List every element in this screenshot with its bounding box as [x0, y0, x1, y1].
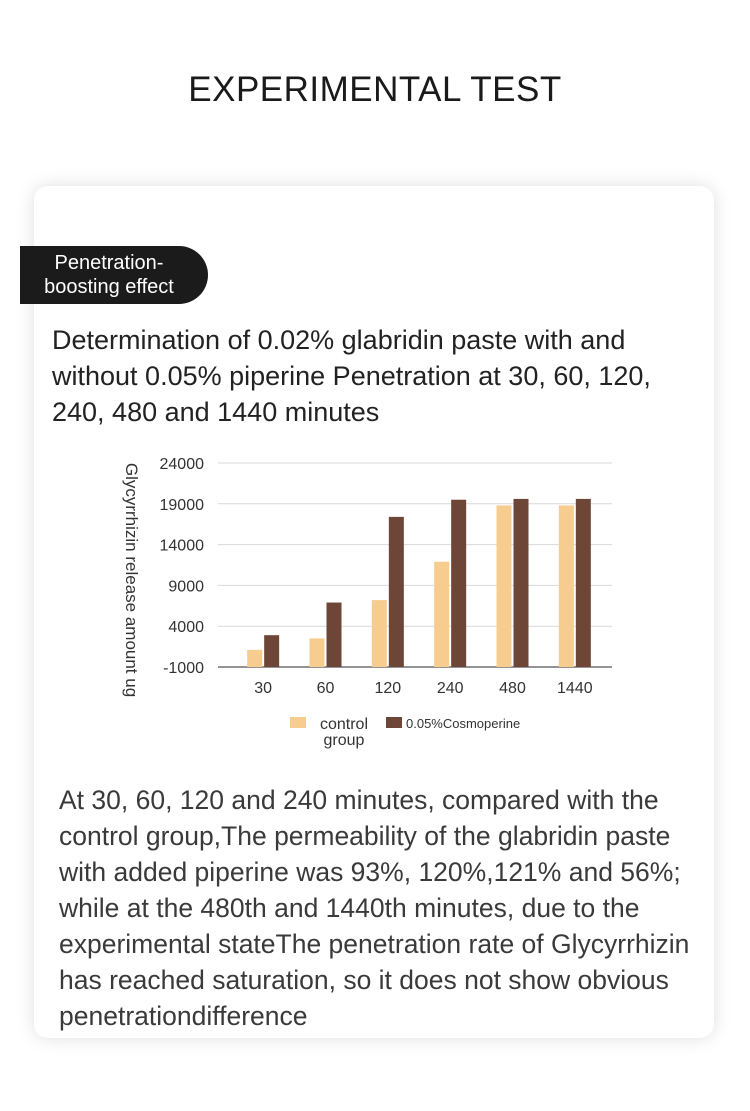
x-tick-label: 1440	[557, 680, 593, 697]
bar-cosmoperine	[327, 603, 342, 667]
x-tick-label: 120	[374, 680, 402, 697]
y-tick-label: 19000	[159, 496, 204, 514]
bar-cosmoperine	[514, 499, 529, 667]
section-badge	[20, 246, 208, 304]
y-tick-label: 9000	[168, 578, 204, 596]
chart-heading: Determination of 0.02% glabridin paste with and without 0.05% piperine Penetration at 30, 60, 120, 240, 480 and 1440 minutes	[52, 325, 651, 427]
bar-control	[434, 562, 449, 667]
bar-control	[372, 600, 387, 667]
bar-control	[310, 638, 325, 667]
legend-label-cosmoperine: 0.05%Cosmoperine	[406, 716, 521, 731]
page-title: EXPERIMENTAL TEST	[188, 70, 562, 109]
x-tick-label: 480	[499, 680, 526, 697]
bar-chart	[110, 445, 630, 755]
x-tick-label: 240	[436, 680, 464, 697]
legend-label-control-2: group	[323, 732, 365, 749]
bar-cosmoperine	[576, 499, 591, 667]
legend-label-control: control	[319, 716, 369, 733]
y-tick-label: 14000	[159, 537, 204, 555]
bar-control	[559, 505, 574, 667]
legend-swatch-cosmoperine	[386, 717, 402, 728]
badge-label: Penetration- boosting effect	[44, 252, 174, 298]
bar-chart-svg	[110, 445, 630, 755]
bar-control	[247, 650, 262, 667]
conclusion-text: At 30, 60, 120 and 240 minutes, compared with the control group,The permeability of the glabridin paste with added piperine was 93%, 120%,121% and 56%; while at the 480th and 1440th minutes, due to the experimental stateThe penetration rate of Glycyrrhizin has reached saturation, so it does not show obvious penetrationdifference	[59, 785, 690, 1031]
bar-cosmoperine	[389, 517, 404, 667]
x-tick-label: 60	[316, 680, 335, 697]
y-tick-label: 4000	[168, 619, 204, 637]
y-tick-label: -1000	[163, 660, 204, 677]
x-tick-label: 30	[254, 680, 273, 697]
bar-control	[497, 505, 512, 667]
bar-cosmoperine	[451, 500, 466, 667]
bar-cosmoperine	[264, 635, 279, 667]
legend-swatch-control	[290, 717, 306, 728]
y-axis-label: Glycyrrhizin release amount ug	[122, 462, 141, 698]
y-tick-label: 24000	[159, 456, 204, 473]
